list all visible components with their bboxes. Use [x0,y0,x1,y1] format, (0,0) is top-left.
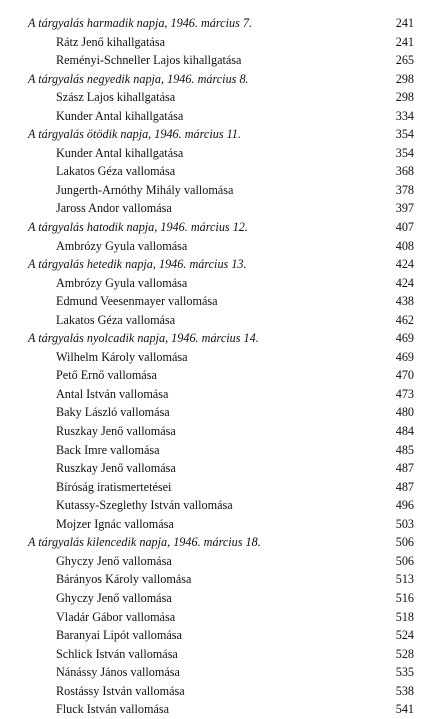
toc-entry [0,589,438,608]
entry-title: Back Imre vallomása [56,442,160,457]
toc-entry [0,348,438,367]
entry-title: Ambrózy Gyula vallomása [56,275,188,290]
toc-entry [0,51,438,70]
page-number: 473 [395,386,414,401]
page-number: 506 [395,553,414,568]
page-number: 535 [395,665,414,680]
entry-title: Rostássy István vallomása [56,683,185,698]
page-number: 298 [395,71,414,86]
entry-title: Kunder Antal kihallgatása [56,145,184,160]
section-title: A tárgyalás nyolcadik napja, 1946. március 14. [28,331,259,346]
entry-title: Ambrózy Gyula vallomása [56,238,188,253]
entry-title: Szász Lajos kihallgatása [56,90,176,105]
page-number: 407 [395,220,414,235]
section-title: A tárgyalás hatodik napja, 1946. március 12. [28,220,248,235]
page-number: 368 [395,164,414,179]
entry-title: Fluck István vallomása [56,702,170,717]
toc-entry [0,496,438,515]
page-number: 265 [395,53,414,68]
entry-title: Kunder Antal kihallgatása [56,108,184,123]
toc-entry [0,552,438,571]
section-title: A tárgyalás harmadik napja, 1946. március 7. [28,16,252,30]
entry-title: Jungerth-Arnóthy Mihály vallomása [56,182,234,197]
entry-title: Bíróság iratismertetései [56,479,172,494]
page-number: 518 [395,609,414,624]
toc-entry [0,608,438,627]
page-number: 524 [395,628,414,643]
entry-title: Kutassy-Szeglethy István vallomása [56,498,233,513]
toc-entry [0,385,438,404]
entry-title: Pető Ernő vallomása [56,368,157,383]
page-number: 241 [395,34,414,49]
page-number: 503 [395,516,414,531]
entry-title: Rátz Jenő kihallgatása [56,34,165,49]
toc-entry [0,33,438,52]
entry-title: Schlick István vallomása [56,646,178,661]
toc-entry [0,645,438,664]
section-title: A tárgyalás ötödik napja, 1946. március 11. [28,127,241,142]
toc-section-heading [0,125,438,144]
entry-title: Lakatos Géza vallomása [56,164,176,179]
page-number: 469 [395,349,414,364]
entry-title: Ghyczy Jenő vallomása [56,553,172,568]
page-number: 528 [395,646,414,661]
toc-section-heading [0,255,438,274]
entry-title: Wilhelm Károly vallomása [56,349,188,364]
entry-title: Ghyczy Jenő vallomása [56,590,172,605]
toc-section-heading [0,70,438,89]
table-of-contents [0,14,438,719]
toc-entry [0,682,438,701]
page-number: 541 [395,702,414,717]
entry-title: Baranyai Lipót vallomása [56,628,182,643]
toc-entry [0,237,438,256]
page-number: 487 [395,461,414,476]
entry-title: Baky László vallomása [56,405,170,420]
toc-entry [0,181,438,200]
toc-entry [0,292,438,311]
page-number: 506 [395,535,414,550]
entry-title: Lakatos Géza vallomása [56,312,176,327]
toc-section-heading [0,218,438,237]
entry-title: Bárányos Károly vallomása [56,572,192,587]
page-number: 469 [395,331,414,346]
entry-title: Ruszkay Jenő vallomása [56,461,176,476]
page-number: 397 [395,201,414,216]
toc-section-heading [0,533,438,552]
toc-entry [0,107,438,126]
section-title: A tárgyalás kilencedik napja, 1946. március 18. [28,535,261,550]
toc-entry [0,274,438,293]
toc-entry [0,700,438,719]
toc-entry [0,422,438,441]
toc-entry [0,663,438,682]
toc-entry [0,366,438,385]
page-number: 354 [395,127,414,142]
page-number: 298 [395,90,414,105]
page-number: 354 [395,145,414,160]
toc-entry [0,441,438,460]
page-number: 334 [395,108,414,123]
toc-entry [0,570,438,589]
page-number: 538 [395,683,414,698]
toc-entry [0,515,438,534]
entry-title: Mojzer Ignác vallomása [56,516,174,531]
page-number: 513 [395,572,414,587]
section-title: A tárgyalás hetedik napja, 1946. március 13. [28,257,247,272]
toc-entry [0,403,438,422]
section-title: A tárgyalás negyedik napja, 1946. március 8. [28,71,249,86]
page-number: 487 [395,479,414,494]
page-number: 516 [395,590,414,605]
toc-section-heading [0,14,438,33]
entry-title: Nánássy János vallomása [56,665,180,680]
page-number: 378 [395,182,414,197]
entry-title: Antal István vallomása [56,386,169,401]
page-number: 484 [395,424,414,439]
toc-section-heading [0,329,438,348]
page-number: 408 [395,238,414,253]
toc-entry [0,311,438,330]
entry-title: Reményi-Schneller Lajos kihallgatása [56,53,242,68]
toc-entry [0,88,438,107]
toc-entry [0,459,438,478]
page-number: 424 [395,275,414,290]
page-number: 485 [395,442,414,457]
page-number: 424 [395,257,414,272]
toc-entry [0,199,438,218]
toc-entry [0,162,438,181]
toc-entry [0,478,438,497]
entry-title: Vladár Gábor vallomása [56,609,176,624]
page-number: 470 [395,368,414,383]
page-number: 496 [395,498,414,513]
page-number: 462 [395,312,414,327]
entry-title: Edmund Veesenmayer vallomása [56,294,218,309]
page-number: 241 [395,16,414,30]
page-number: 438 [395,294,414,309]
page-number: 480 [395,405,414,420]
toc-entry [0,144,438,163]
entry-title: Ruszkay Jenő vallomása [56,424,176,439]
toc-entry [0,626,438,645]
entry-title: Jaross Andor vallomása [56,201,172,216]
